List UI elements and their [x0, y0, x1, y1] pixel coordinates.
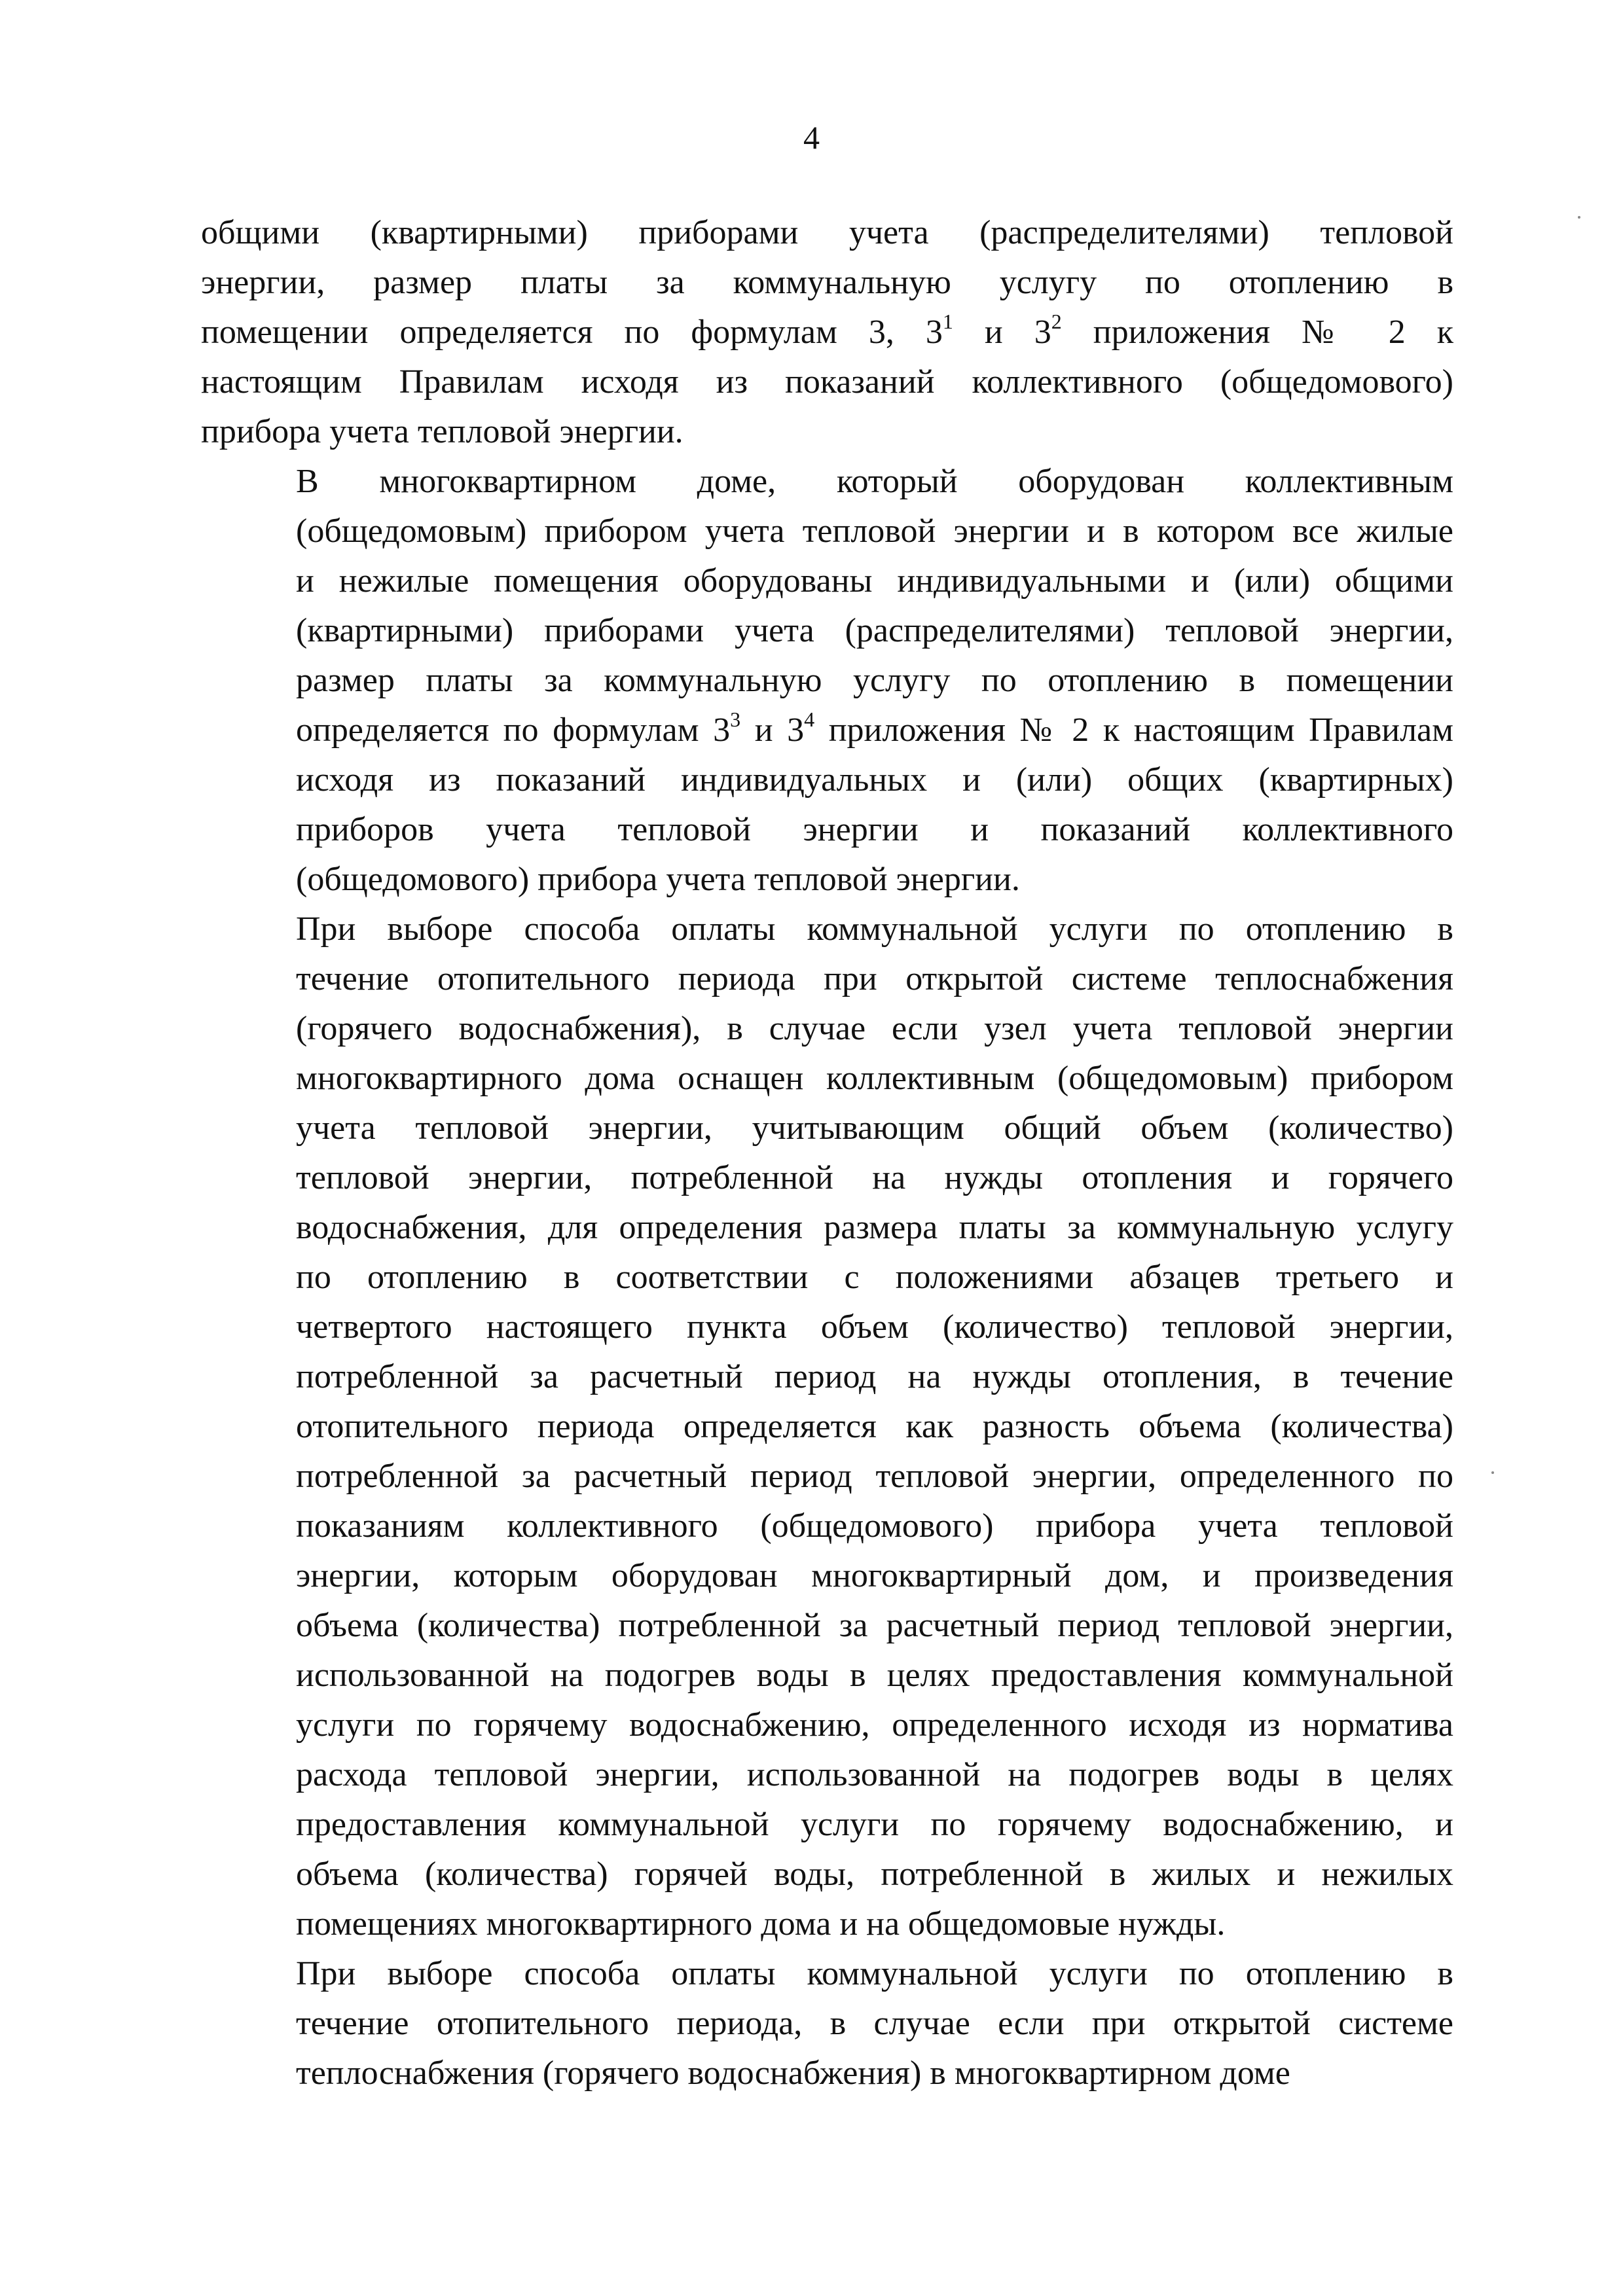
text-line	[201, 1004, 1453, 1054]
text-line	[201, 1999, 1453, 2049]
line-text: использованной на подогрев воды в целях предоставления коммунальной	[296, 1657, 1453, 1694]
line-text: приложения № 2 к настоящим Правилам	[814, 711, 1454, 749]
text-line	[201, 855, 1453, 905]
line-text: учета тепловой энергии, учитывающим общий объем (количество)	[296, 1109, 1453, 1147]
text-line	[201, 1054, 1453, 1103]
text-line	[201, 258, 1453, 308]
line-text: настоящим Правилам исходя из показаний коллективного (общедомового)	[201, 363, 1453, 401]
line-text: приложения № 2 к	[1061, 314, 1453, 351]
line-text: и 3	[740, 711, 805, 749]
line-text: и нежилые помещения оборудованы индивидуальными и (или) общими	[296, 562, 1453, 600]
line-text: прибора учета тепловой энергии.	[201, 413, 684, 450]
line-text: потребленной за расчетный период на нужды отопления, в течение	[296, 1358, 1453, 1395]
text-line	[201, 1551, 1453, 1601]
text-line	[201, 706, 1453, 755]
text-line	[201, 1949, 1453, 1999]
text-line	[201, 208, 1453, 258]
document-body	[201, 208, 1453, 2098]
text-line	[201, 656, 1453, 706]
scan-speck	[1578, 216, 1580, 219]
line-text: течение отопительного периода, в случае если при открытой системе	[296, 2005, 1453, 2042]
text-line	[201, 1651, 1453, 1700]
paragraph-4	[201, 1949, 1453, 2098]
line-text: При выборе способа оплаты коммунальной услуги по отоплению в	[296, 910, 1453, 948]
superscript-index: 1	[942, 310, 953, 333]
line-text: по отоплению в соответствии с положениями абзацев третьего и	[296, 1259, 1453, 1296]
text-line	[201, 1501, 1453, 1551]
line-text: (горячего водоснабжения), в случае если узел учета тепловой энергии	[296, 1010, 1453, 1047]
line-text: услуги по горячему водоснабжению, определенного исходя из норматива	[296, 1706, 1453, 1744]
text-line	[201, 1750, 1453, 1800]
line-text: (общедомовым) прибором учета тепловой энергии и в котором все жилые	[296, 512, 1453, 550]
text-line	[201, 1203, 1453, 1253]
line-text: четвертого настоящего пункта объем (количество) тепловой энергии,	[296, 1308, 1453, 1346]
line-text: В многоквартирном доме, который оборудован коллективным	[296, 463, 1453, 500]
page-number: 4	[803, 119, 820, 156]
line-text: общими (квартирными) приборами учета (распределителями) тепловой	[201, 214, 1453, 251]
text-line	[201, 1452, 1453, 1501]
line-text: течение отопительного периода при открытой системе теплоснабжения	[296, 960, 1453, 997]
line-text: потребленной за расчетный период тепловой энергии, определенного по	[296, 1458, 1453, 1495]
line-text: (общедомового) прибора учета тепловой энергии.	[296, 861, 1020, 898]
line-text: (квартирными) приборами учета (распределителями) тепловой энергии,	[296, 612, 1453, 649]
line-text: и 3	[953, 314, 1051, 351]
superscript-index: 2	[1051, 310, 1062, 333]
line-text: теплоснабжения (горячего водоснабжения) в многоквартирном доме	[296, 2054, 1290, 2092]
superscript-index: 4	[804, 708, 815, 731]
line-text: При выборе способа оплаты коммунальной услуги по отоплению в	[296, 1955, 1453, 1992]
text-line	[201, 507, 1453, 556]
line-text: объема (количества) горячей воды, потребленной в жилых и нежилых	[296, 1856, 1453, 1893]
text-line	[201, 556, 1453, 606]
scan-speck	[1491, 1471, 1494, 1474]
line-text: приборов учета тепловой энергии и показаний коллективного	[296, 811, 1453, 848]
text-line	[201, 1253, 1453, 1302]
paragraph-3	[201, 905, 1453, 1949]
line-text: энергии, размер платы за коммунальную услугу по отоплению в	[201, 264, 1453, 301]
text-line	[201, 954, 1453, 1004]
line-text: исходя из показаний индивидуальных и (или) общих (квартирных)	[296, 761, 1453, 798]
text-line	[201, 905, 1453, 954]
line-text: определяется по формулам 3	[296, 711, 731, 749]
line-text: предоставления коммунальной услуги по горячему водоснабжению, и	[296, 1806, 1453, 1843]
text-line	[201, 1700, 1453, 1750]
line-text: многоквартирного дома оснащен коллективным (общедомовым) прибором	[296, 1060, 1453, 1097]
text-line	[201, 2049, 1453, 2098]
text-line	[201, 457, 1453, 507]
text-line	[201, 1850, 1453, 1899]
text-line	[201, 1800, 1453, 1850]
text-line	[201, 1153, 1453, 1203]
line-text: размер платы за коммунальную услугу по отоплению в помещении	[296, 662, 1453, 699]
text-line	[201, 1103, 1453, 1153]
text-line	[201, 805, 1453, 855]
line-text: помещениях многоквартирного дома и на общедомовые нужды.	[296, 1905, 1226, 1943]
text-line	[201, 1899, 1453, 1949]
text-line	[201, 1352, 1453, 1402]
text-line	[201, 1302, 1453, 1352]
paragraph-2	[201, 457, 1453, 905]
text-line	[201, 357, 1453, 407]
superscript-index: 3	[730, 708, 741, 731]
line-text: помещении определяется по формулам 3, 3	[201, 314, 943, 351]
line-text: тепловой энергии, потребленной на нужды отопления и горячего	[296, 1159, 1453, 1196]
text-line	[201, 308, 1453, 357]
text-line	[201, 1601, 1453, 1651]
text-line	[201, 755, 1453, 805]
text-line	[201, 1402, 1453, 1452]
text-line	[201, 407, 1453, 457]
text-line	[201, 606, 1453, 656]
line-text: отопительного периода определяется как разность объема (количества)	[296, 1408, 1453, 1445]
paragraph-1	[201, 208, 1453, 457]
line-text: объема (количества) потребленной за расчетный период тепловой энергии,	[296, 1607, 1453, 1644]
line-text: водоснабжения, для определения размера платы за коммунальную услугу	[296, 1209, 1453, 1246]
line-text: показаниям коллективного (общедомового) прибора учета тепловой	[296, 1507, 1453, 1545]
line-text: расхода тепловой энергии, использованной на подогрев воды в целях	[296, 1756, 1453, 1793]
line-text: энергии, которым оборудован многоквартирный дом, и произведения	[296, 1557, 1453, 1594]
